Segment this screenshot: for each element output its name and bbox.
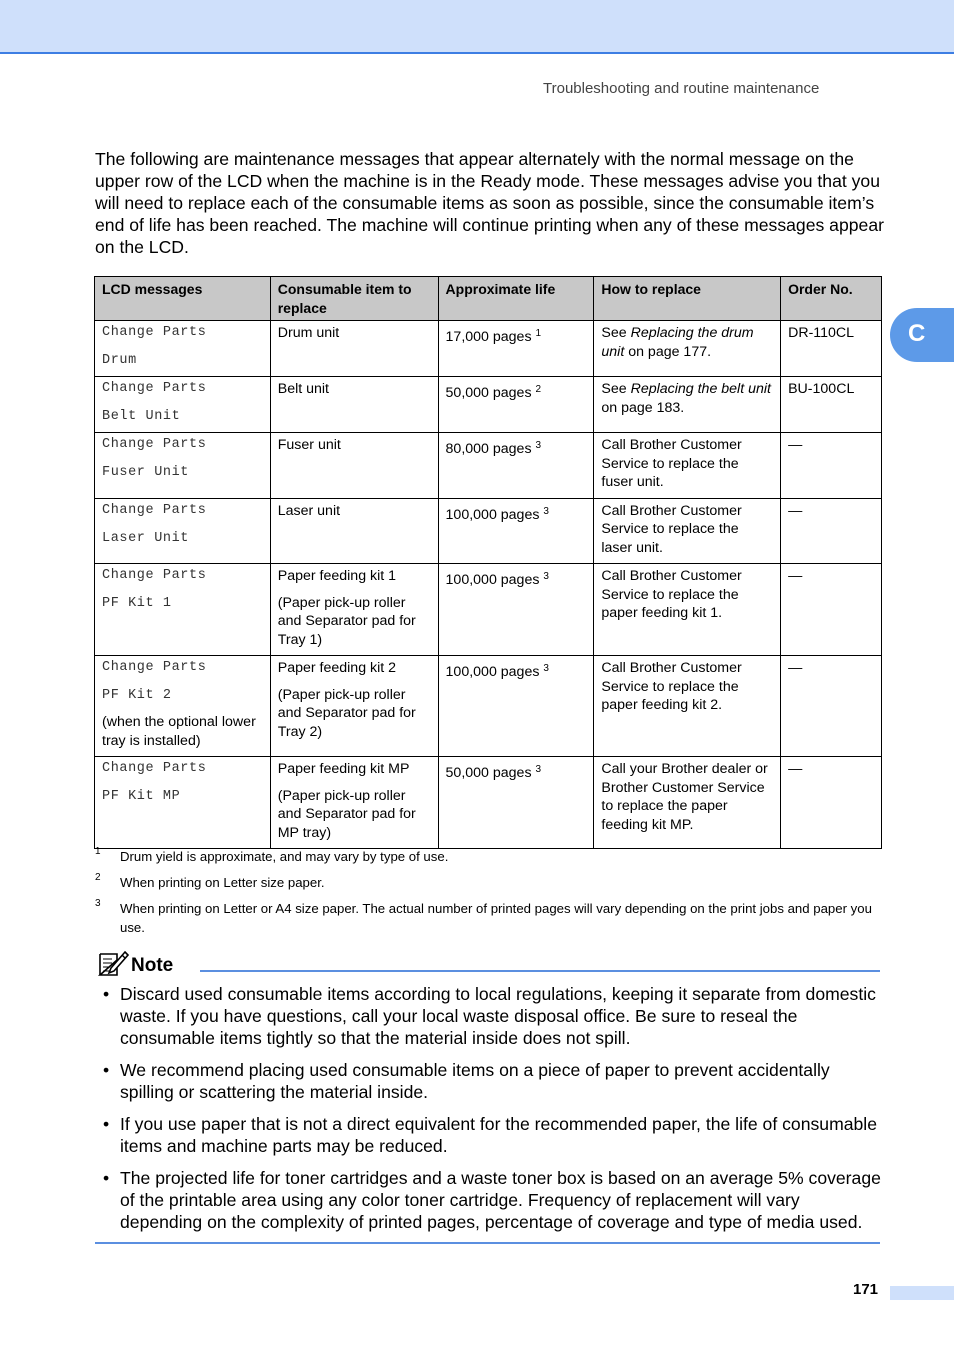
footnote-text: When printing on Letter size paper. <box>120 875 325 890</box>
lcd-line-1: Change Parts <box>102 502 207 518</box>
table-row <box>95 564 882 656</box>
header-approximate-life: Approximate life <box>438 277 594 321</box>
life-value: 17,000 pages <box>445 329 532 345</box>
lcd-line-2: Drum <box>102 353 137 368</box>
lcd-line-2: PF Kit 2 <box>102 688 172 703</box>
table-row <box>95 757 882 849</box>
item-cell: Drum unit <box>270 321 438 377</box>
top-header-band <box>0 0 954 54</box>
life-value: 50,000 pages <box>445 385 532 401</box>
lcd-cell <box>95 656 271 757</box>
how-text: on page 177. <box>624 343 712 360</box>
item-cell: Fuser unit <box>270 433 438 499</box>
page-number-bar <box>890 1286 954 1300</box>
chapter-tab-label: C <box>908 320 926 347</box>
item-name: Paper feeding kit 2 <box>277 660 397 676</box>
footnote-number: 3 <box>95 898 101 909</box>
lcd-line-2: Laser Unit <box>102 530 190 546</box>
note-title: Note <box>131 955 174 976</box>
footnote-ref: 1 <box>535 328 542 339</box>
list-item <box>95 1113 885 1157</box>
lcd-line-2: Fuser Unit <box>102 465 190 480</box>
lcd-cell <box>95 433 271 499</box>
footnote-ref: 3 <box>535 440 542 451</box>
cross-reference-link[interactable]: Replacing the belt unit <box>630 381 771 397</box>
lcd-cell <box>95 377 271 433</box>
how-cell: Call your Brother dealer or Brother Customer Service to replace the paper feeding kit MP. <box>594 757 781 849</box>
lcd-line-2: PF Kit MP <box>102 789 181 804</box>
footnote <box>95 848 875 867</box>
cross-reference-link[interactable]: Replacing the drum unit <box>601 325 754 360</box>
intro-paragraph: The following are maintenance messages that appear alternately with the normal message on the upper row of the LCD when the machine is in the Ready mode. These messages advise you that you will need to replace each of the consumable items as soon as possible, since the consumable item’s end of life has been reached. The machine will continue printing when any of these messages appear on the LCD. <box>95 149 884 257</box>
footnote-text: Drum yield is approximate, and may vary by type of use. <box>120 849 449 864</box>
footnote-ref: 3 <box>543 505 549 517</box>
bullet-icon: • <box>103 1114 110 1134</box>
lcd-line-2: PF Kit 1 <box>102 596 172 611</box>
order-cell: — <box>781 656 882 757</box>
table-row <box>95 321 882 377</box>
list-item <box>95 1059 885 1103</box>
table-row <box>95 377 882 433</box>
footnote-number: 2 <box>95 872 101 883</box>
bullet-text: If you use paper that is not a direct equivalent for the recommended paper, the life of consumable items and machine parts may be reduced. <box>120 1114 877 1156</box>
how-text: See <box>601 381 631 397</box>
order-cell: — <box>781 757 882 849</box>
note-header <box>97 950 882 980</box>
bullet-icon: • <box>103 984 110 1004</box>
lcd-cell <box>95 498 271 564</box>
chapter-tab[interactable] <box>890 308 954 362</box>
item-cell <box>270 757 438 849</box>
life-cell <box>438 433 594 499</box>
order-cell: DR-110CL <box>781 321 882 377</box>
footnotes <box>95 848 875 945</box>
footnote <box>95 900 875 937</box>
running-title: Troubleshooting and routine maintenance <box>543 80 820 97</box>
how-cell <box>594 377 781 433</box>
maintenance-messages-table <box>94 276 882 849</box>
table-row <box>95 433 882 499</box>
footnote-text: When printing on Letter or A4 size paper. The actual number of printed pages will vary depending on the print jobs and paper you use. <box>120 901 872 935</box>
item-note: (Paper pick-up roller and Separator pad for Tray 2) <box>277 686 416 740</box>
footnote <box>95 874 875 893</box>
lcd-line-1: Change Parts <box>102 568 207 583</box>
item-cell <box>270 656 438 757</box>
header-consumable-item: Consumable item to replace <box>270 277 438 321</box>
order-cell: — <box>781 498 882 564</box>
life-value: 80,000 pages <box>445 441 532 457</box>
how-cell: Call Brother Customer Service to replace the fuser unit. <box>594 433 781 499</box>
bullet-icon: • <box>103 1168 110 1188</box>
life-cell <box>438 564 594 656</box>
bullet-text: We recommend placing used consumable items on a piece of paper to prevent accidentally spilling or scattering the material inside. <box>120 1060 830 1102</box>
lcd-line-1: Change Parts <box>102 761 207 776</box>
life-value: 50,000 pages <box>445 765 532 781</box>
lcd-cell <box>95 564 271 656</box>
lcd-line-1: Change Parts <box>102 325 207 340</box>
footnote-ref: 3 <box>543 571 549 582</box>
item-name: Paper feeding kit MP <box>277 761 410 777</box>
note-divider <box>200 970 880 972</box>
life-value: 100,000 pages <box>445 664 540 680</box>
table-header-row <box>95 277 882 321</box>
how-cell: Call Brother Customer Service to replace the paper feeding kit 2. <box>594 656 781 757</box>
lcd-cell <box>95 321 271 377</box>
how-cell <box>594 321 781 377</box>
lcd-line-2: Belt Unit <box>102 409 181 424</box>
item-cell <box>270 564 438 656</box>
list-item <box>95 983 885 1049</box>
lcd-note: (when the optional lower tray is installed) <box>102 714 256 749</box>
lcd-cell <box>95 757 271 849</box>
item-cell: Laser unit <box>270 498 438 564</box>
note-bullet-list <box>95 983 885 1243</box>
life-value: 100,000 pages <box>445 506 540 523</box>
how-cell: Call Brother Customer Service to replace the paper feeding kit 1. <box>594 564 781 656</box>
lcd-line-1: Change Parts <box>102 660 207 675</box>
footnote-number: 1 <box>95 846 101 857</box>
list-item <box>95 1167 885 1233</box>
page-number: 171 <box>853 1281 879 1298</box>
lcd-line-1: Change Parts <box>102 381 207 396</box>
order-cell: — <box>781 433 882 499</box>
life-cell <box>438 498 594 564</box>
how-text: on page 183. <box>601 399 685 416</box>
item-note: (Paper pick-up roller and Separator pad for Tray 1) <box>277 594 416 648</box>
header-how-to-replace: How to replace <box>594 277 781 321</box>
lcd-line-1: Change Parts <box>102 437 207 452</box>
life-cell <box>438 321 594 377</box>
table-row <box>95 498 882 564</box>
bullet-text: Discard used consumable items according to local regulations, keeping it separate from domestic waste. If you have questions, call your local waste disposal office. Be sure to reseal the consumable items tightly so that the material inside does not spill. <box>120 984 876 1048</box>
how-cell: Call Brother Customer Service to replace the laser unit. <box>594 498 781 564</box>
bullet-text: The projected life for toner cartridges and a waste toner box is based on an average 5% coverage of the printable area using any color toner cartridge. Frequency of replacement will vary depending on the complexity of printed pages, percentage of coverage and type of media used. <box>120 1168 881 1232</box>
life-cell <box>438 757 594 849</box>
life-cell <box>438 656 594 757</box>
header-order-no: Order No. <box>781 277 882 321</box>
footnote-ref: 3 <box>543 663 549 674</box>
note-end-divider <box>95 1242 880 1244</box>
bullet-icon: • <box>103 1060 110 1080</box>
table-row <box>95 656 882 757</box>
order-cell: — <box>781 564 882 656</box>
order-cell: BU-100CL <box>781 377 882 433</box>
life-value: 100,000 pages <box>445 572 540 588</box>
note-pencil-icon <box>97 950 129 983</box>
item-cell: Belt unit <box>270 377 438 433</box>
footnote-ref: 2 <box>535 384 542 395</box>
header-lcd-messages: LCD messages <box>95 277 271 321</box>
life-cell <box>438 377 594 433</box>
footnote-ref: 3 <box>535 764 542 775</box>
how-text: See <box>601 325 631 341</box>
item-note: (Paper pick-up roller and Separator pad for MP tray) <box>277 787 416 841</box>
item-name: Paper feeding kit 1 <box>277 568 397 584</box>
